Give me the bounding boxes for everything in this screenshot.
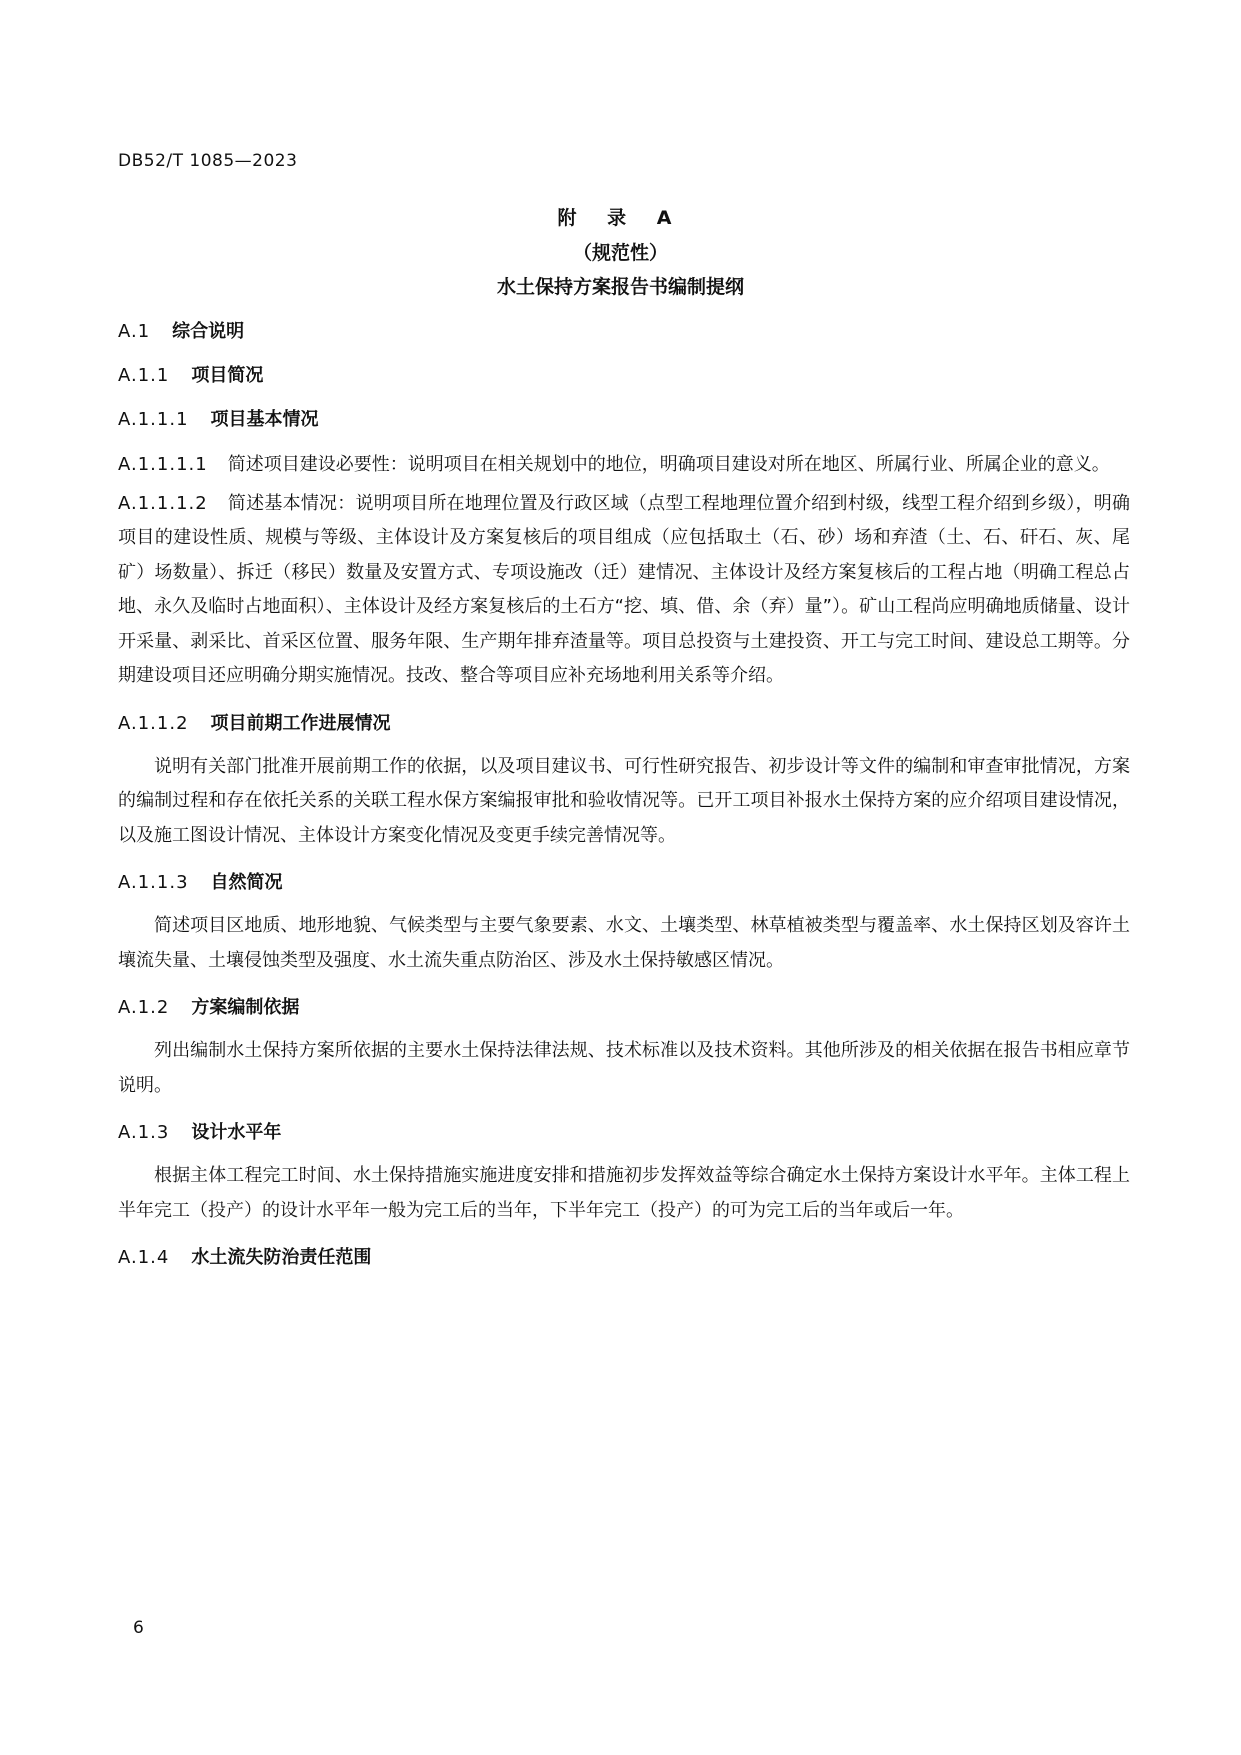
clause-number: A.1.1.1.2	[118, 492, 208, 514]
heading-number: A.1.1	[118, 365, 170, 386]
paragraph-a13: 根据主体工程完工时间、水土保持措施实施进度安排和措施初步发挥效益等综合确定水土保持方案设计水平年。主体工程上半年完工（投产）的设计水平年一般为完工后的当年，下半年完工（投产）的可为完工后的当年或后一年。	[118, 1165, 1130, 1221]
heading-a113	[118, 869, 1130, 897]
heading-number: A.1.1.1	[118, 409, 189, 430]
heading-text: 水土流失防治责任范围	[191, 1247, 372, 1268]
paragraph-a112: 说明有关部门批准开展前期工作的依据，以及项目建议书、可行性研究报告、初步设计等文件的编制和审查审批情况，方案的编制过程和存在依托关系的关联工程水保方案编报审批和验收情况等。已开工项目补报水土保持方案的应介绍项目建设情况，以及施工图设计情况、主体设计方案变化情况及变更手续完善情况等。	[118, 755, 1130, 846]
appendix-title: 附 录 A	[557, 207, 684, 229]
heading-number: A.1.1.3	[118, 872, 189, 893]
heading-number: A.1.3	[118, 1122, 170, 1143]
heading-a112	[118, 710, 1130, 738]
heading-text: 综合说明	[172, 321, 245, 342]
paragraph-a12: 列出编制水土保持方案所依据的主要水土保持法律法规、技术标准以及技术资料。其他所涉及的相关依据在报告书相应章节说明。	[118, 1040, 1130, 1096]
heading-number: A.1.4	[118, 1247, 170, 1268]
heading-text: 项目前期工作进展情况	[210, 712, 391, 734]
heading-a11	[118, 362, 1130, 390]
appendix-name: 水土保持方案报告书编制提纲	[496, 276, 744, 298]
clause-text: 简述项目建设必要性：说明项目在相关规划中的地位，明确项目建设对所在地区、所属行业、所属企业的意义。	[227, 454, 1110, 475]
appendix-type: （规范性）	[572, 242, 668, 264]
heading-number: A.1.2	[118, 997, 170, 1018]
heading-text: 自然简况	[210, 872, 283, 893]
paragraph-a1112	[118, 487, 1130, 694]
heading-a12	[118, 994, 1130, 1022]
heading-number: A.1	[118, 321, 151, 342]
standard-code: DB52/T 1085—2023	[118, 151, 298, 171]
heading-text: 项目基本情况	[210, 409, 319, 430]
document-body	[118, 318, 1130, 1272]
paragraph-a1111	[118, 448, 1130, 483]
clause-number: A.1.1.1.1	[118, 454, 208, 475]
heading-a14	[118, 1244, 1130, 1272]
clause-text: 简述基本情况：说明项目所在地理位置及行政区域（点型工程地理位置介绍到村级，线型工程介绍到乡级），明确项目的建设性质、规模与等级、主体设计及方案复核后的项目组成（应包括取土（石、砂）场和弃渣（土、石、矸石、灰、尾矿）场数量）、拆迁（移民）数量及安置方式、专项设施改（迁）建情况、主体设计及经方案复核后的工程占地（明确工程总占地、永久及临时占地面积）、主体设计及经方案复核后的土石方“挖、填、借、余（弃）量”）。矿山工程尚应明确地质储量、设计开采量、剥采比、首采区位置、服务年限、生产期年排弃渣量等。项目总投资与土建投资、开工与完工时间、建设总工期等。分期建设项目还应明确分期实施情况。技改、整合等项目应补充场地利用关系等介绍。	[118, 492, 1130, 686]
heading-a1	[118, 318, 1130, 346]
heading-a13	[118, 1119, 1130, 1147]
heading-a111	[118, 406, 1130, 434]
heading-text: 设计水平年	[191, 1122, 282, 1143]
paragraph-a113: 简述项目区地质、地形地貌、气候类型与主要气象要素、水文、土壤类型、林草植被类型与覆盖率、水土保持区划及容许土壤流失量、土壤侵蚀类型及强度、水土流失重点防治区、涉及水土保持敏感区情况。	[118, 915, 1130, 971]
heading-number: A.1.1.2	[118, 712, 189, 734]
heading-text: 方案编制依据	[191, 997, 300, 1018]
page-number: 6	[133, 1618, 144, 1638]
heading-text: 项目简况	[191, 365, 264, 386]
